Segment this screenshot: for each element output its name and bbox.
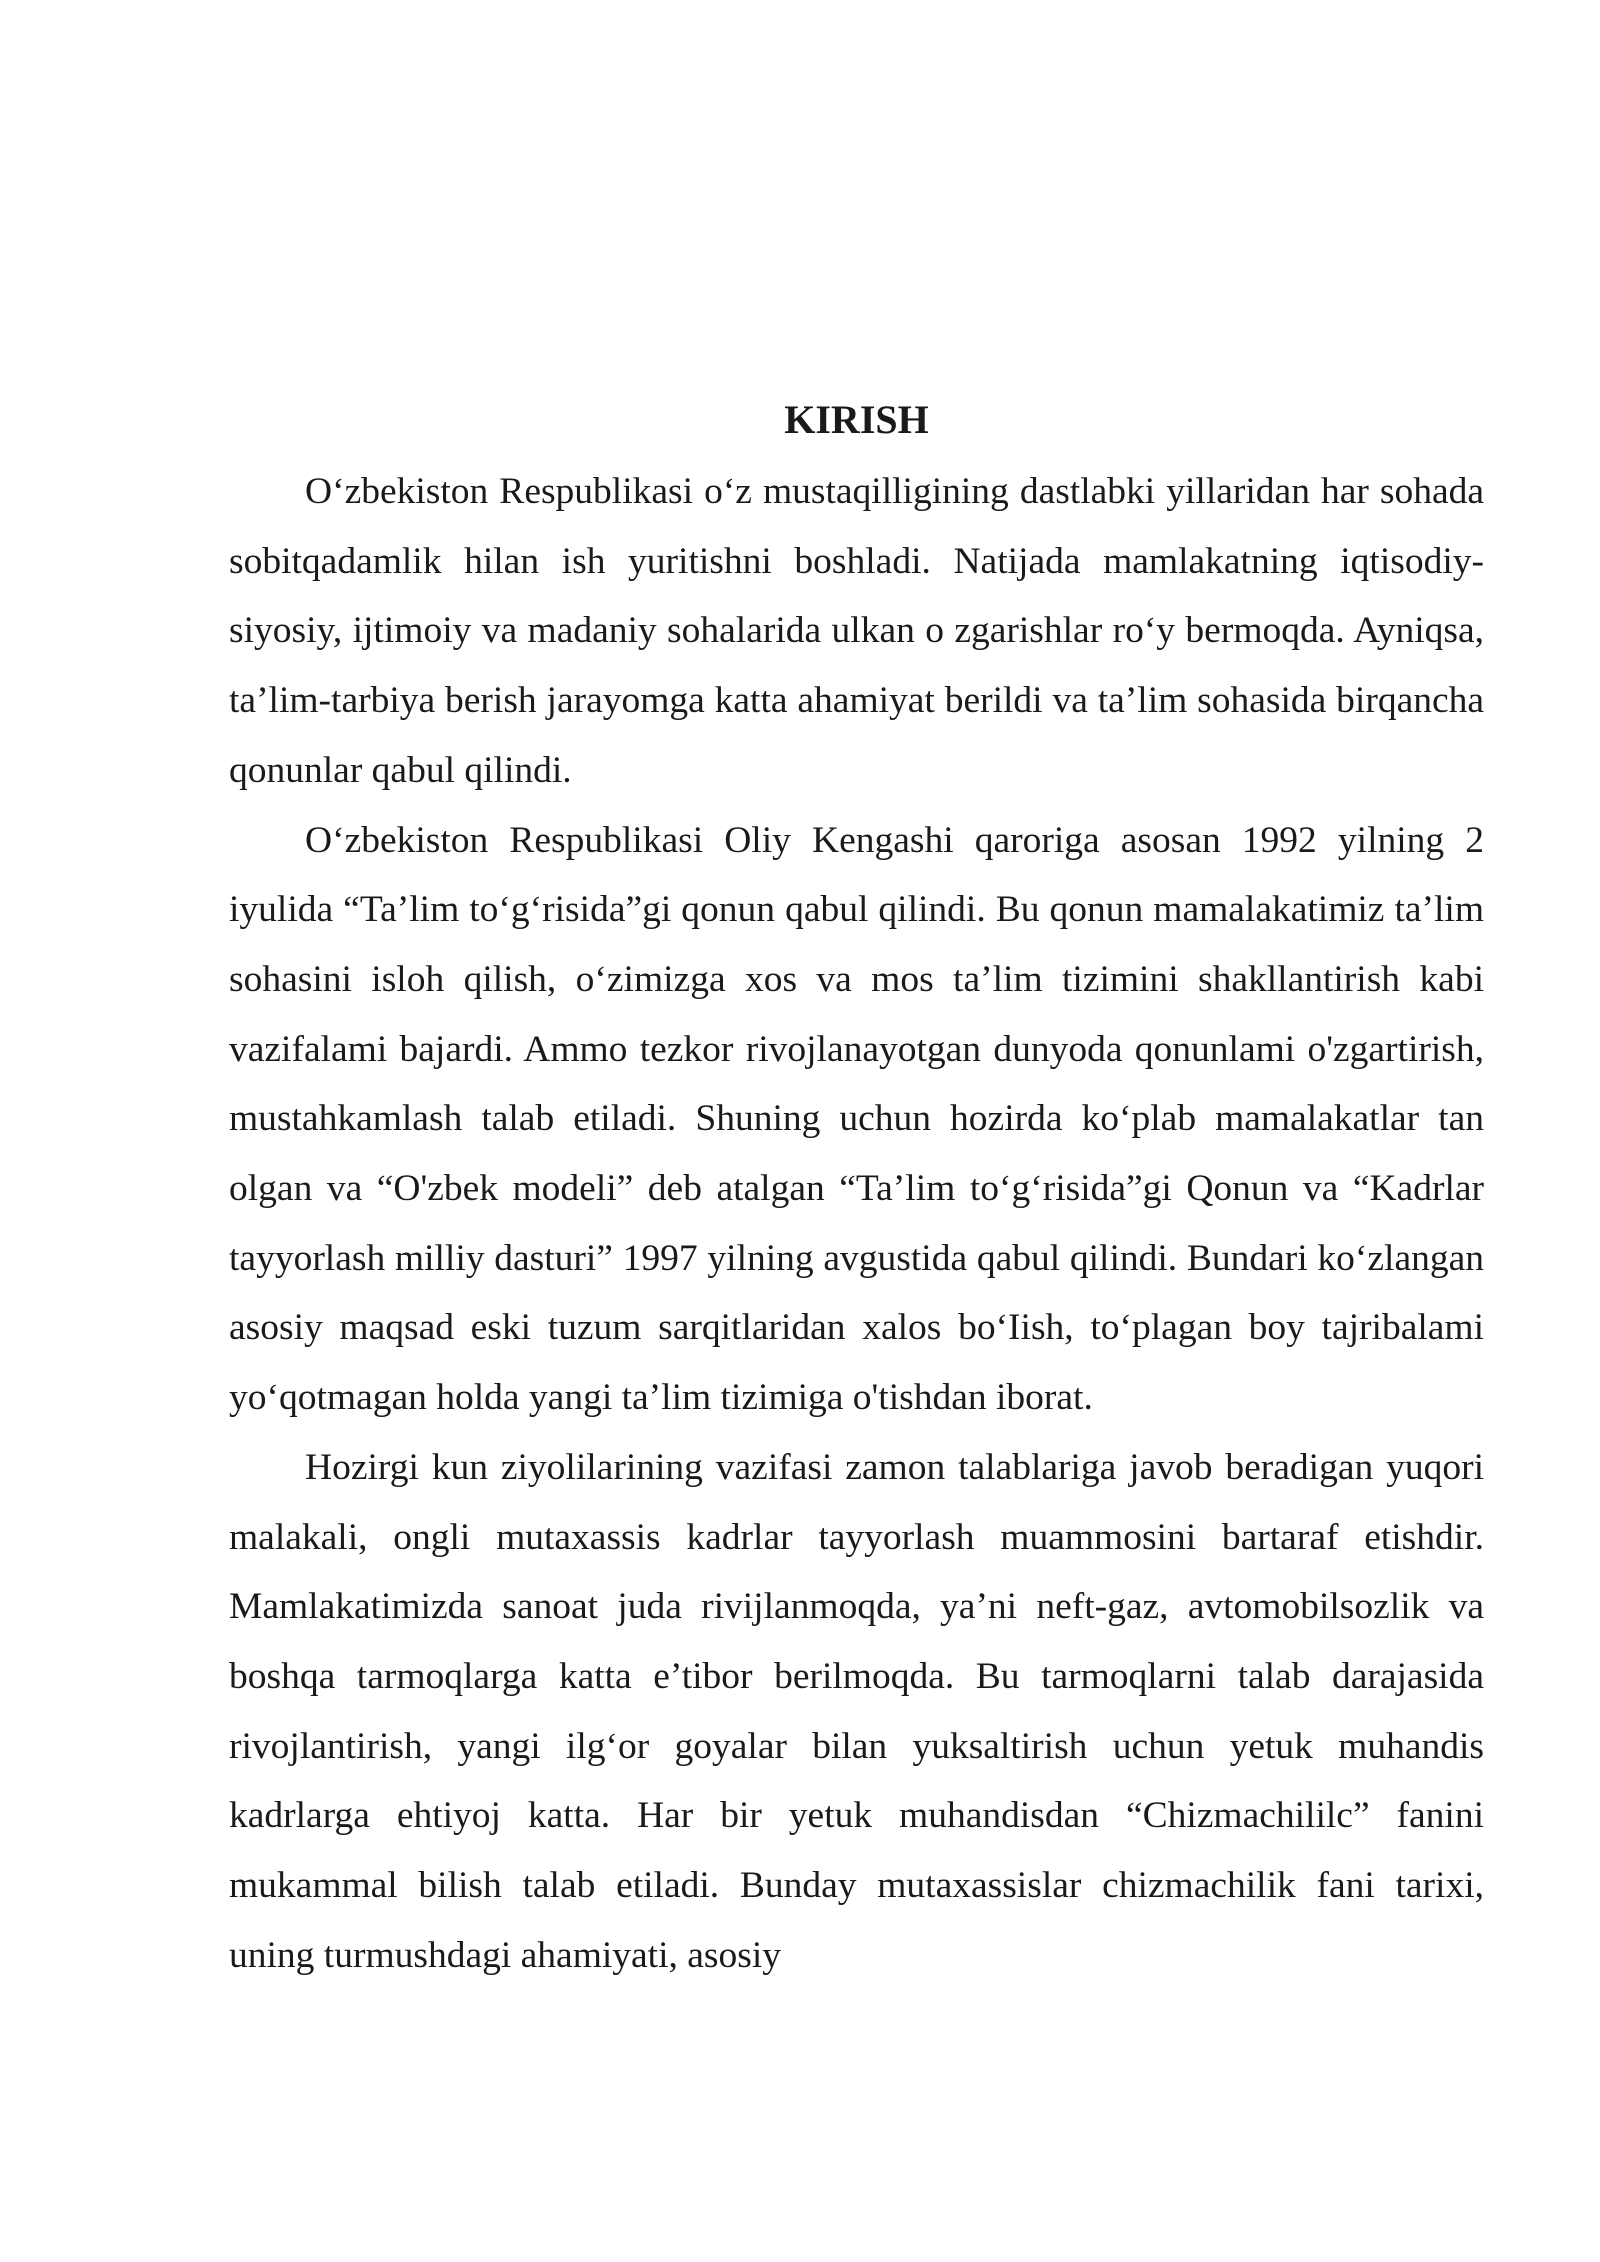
paragraph-2: O‘zbekiston Respublikasi Oliy Kengashi qaroriga asosan 1992 yilning 2 iyulida “Ta’lim to‘g‘risida”gi qonun qabul qilindi. Bu qonun mamalakatimiz ta’lim sohasini isloh qilish, o‘zimizga xos va mos ta’lim tizimini shakllantirish kabi vazifalami bajardi. Ammo tezkor rivojlanayotgan dunyoda qonunlami o'zgartirish, mustahkamlash talab etiladi. Shuning uchun hozirda ko‘plab mamalakatlar tan olgan va “O'zbek modeli” deb atalgan “Ta’lim to‘g‘risida”gi Qonun va “Kadrlar tayyorlash milliy dasturi” 1997 yilning avgustida qabul qilindi. Bundari ko‘zlangan asosiy maqsad eski tuzum sarqitlaridan xalos bo‘Iish, to‘plagan boy tajribalami yo‘qotmagan holda yangi ta’lim tizimiga o'tishdan iborat.	[229, 819, 1484, 1419]
paragraph-1: O‘zbekiston Respublikasi o‘z mustaqilligining dastlabki yillaridan har sohada sobitqadamlik hilan ish yuritishni boshladi. Natijada mamlakatning iqtisodiy- siyosiy, ijtimoiy va madaniy sohalarida ulkan o zgarishlar ro‘y bermoqda. Ayniqsa, ta’lim-tarbiya berish jarayomga katta ahamiyat berildi va ta’lim sohasida birqancha qonunlar qabul qilindi.	[229, 471, 1484, 791]
paragraph-3: Hozirgi kun ziyolilarining vazifasi zamon talablariga javob beradigan yuqori malakali, ongli mutaxassis kadrlar tayyorlash muammosini bartaraf etishdir. Mamlakatimizda sanoat juda rivijlanmoqda, ya’ni neft-gaz, avtomobilsozlik va boshqa tarmoqlarga katta e’tibor berilmoqda. Bu tarmoqlarni talab darajasida rivojlantirish, yangi ilg‘or goyalar bilan yuksaltirish uchun yetuk muhandis kadrlarga ehtiyoj katta. Har bir yetuk muhandisdan “Chizmachililc” fanini mukammal bilish talab etiladi. Bunday mutaxassislar chizmachilik fani tarixi, uning turmushdagi ahamiyati, asosiy	[229, 1446, 1484, 1976]
section-heading: KIRISH	[784, 397, 929, 442]
document-body	[229, 390, 1484, 1990]
